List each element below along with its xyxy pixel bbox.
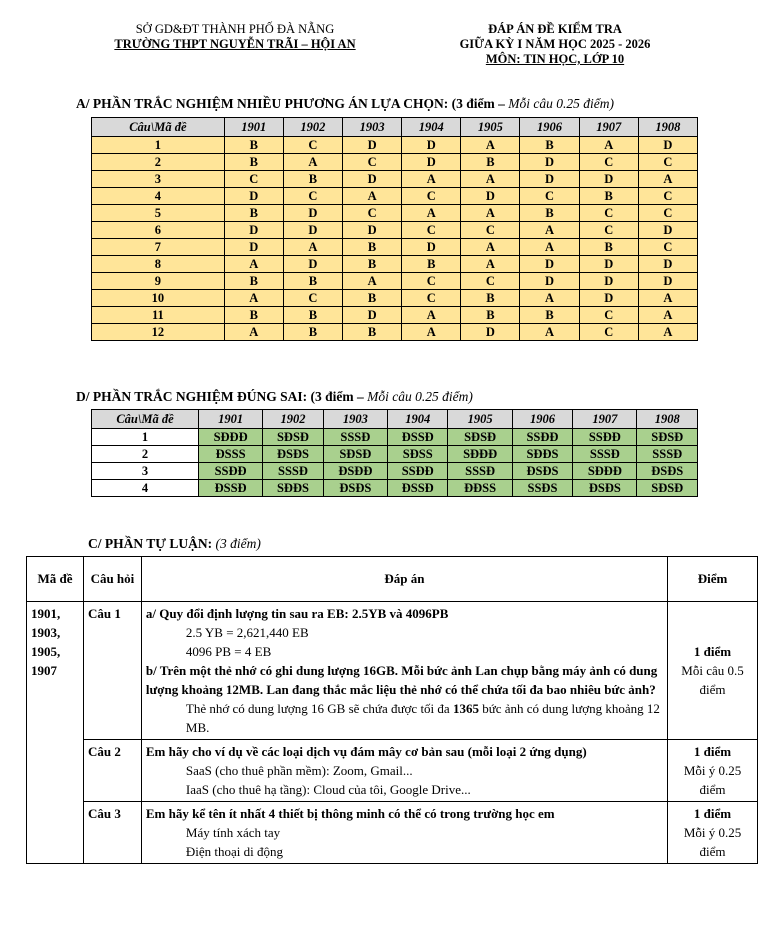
- answer-key-cell: B: [224, 205, 283, 222]
- answer-key-cell: D: [638, 137, 697, 154]
- answer-key-cell: B: [461, 290, 520, 307]
- answer-key-cell: A: [283, 239, 342, 256]
- answer-key-cell: D: [224, 239, 283, 256]
- answer-key-cell: D: [402, 239, 461, 256]
- col-code-header: Mã đề: [27, 557, 84, 602]
- answer-key-cell: A: [638, 307, 697, 324]
- answer-key-cell: D: [343, 307, 402, 324]
- answer-key-cell: D: [579, 171, 638, 188]
- answer-key-cell: D: [283, 205, 342, 222]
- exam-code-header: 1907: [573, 410, 637, 429]
- school-name: TRƯỜNG THPT NGUYỄN TRÃI – HỘI AN: [114, 37, 356, 51]
- answer-key-cell: B: [520, 307, 579, 324]
- multiple-choice-answer-table: [91, 117, 698, 341]
- answer-key-cell: C: [343, 205, 402, 222]
- answer-key-cell: D: [520, 256, 579, 273]
- answer-key-cell: D: [283, 222, 342, 239]
- answer-key-cell: C: [402, 290, 461, 307]
- answer-key-cell: A: [461, 137, 520, 154]
- answer-key-cell: SSĐĐ: [573, 429, 637, 446]
- answer-text: [146, 699, 663, 737]
- answer-key-cell: A: [402, 307, 461, 324]
- points-cell: [668, 602, 758, 740]
- answer-key-cell: SĐSĐ: [637, 480, 698, 497]
- department-name: SỞ GD&ĐT THÀNH PHỐ ĐÀ NẴNG: [135, 22, 335, 36]
- answer-key-cell: D: [579, 290, 638, 307]
- answer-key-cell: C: [520, 188, 579, 205]
- answer-key-cell: D: [461, 324, 520, 341]
- answer-key-cell: A: [283, 154, 342, 171]
- answer-key-cell: C: [579, 154, 638, 171]
- answer-key-cell: C: [579, 205, 638, 222]
- answer-key-cell: A: [638, 171, 697, 188]
- question-number-cell: 6: [92, 222, 225, 239]
- question-number-cell: 1: [92, 137, 225, 154]
- answer-key-cell: B: [461, 154, 520, 171]
- table-row: [92, 429, 698, 446]
- exam-code-header: 1908: [637, 410, 698, 429]
- answer-key-cell: B: [343, 256, 402, 273]
- section-d-note: Mỗi câu 0.25 điểm): [367, 389, 473, 404]
- table-row: [92, 463, 698, 480]
- answer-key-cell: ĐĐSS: [448, 480, 512, 497]
- exam-code-header: 1901: [224, 118, 283, 137]
- question-number-cell: 2: [92, 154, 225, 171]
- question-number-cell: 4: [92, 480, 199, 497]
- section-a-note: Mỗi câu 0.25 điểm): [508, 96, 614, 111]
- answer-cell: [141, 802, 667, 864]
- table-row: [92, 205, 698, 222]
- exam-term: GIỮA KỲ I NĂM HỌC 2025 - 2026: [459, 37, 651, 51]
- answer-key-cell: C: [224, 171, 283, 188]
- answer-key-cell: B: [224, 273, 283, 290]
- answer-key-cell: C: [402, 273, 461, 290]
- question-number-cell: 11: [92, 307, 225, 324]
- answer-key-cell: SĐSS: [387, 446, 447, 463]
- question-number-cell: 1: [92, 429, 199, 446]
- answer-key-cell: SĐSĐ: [323, 446, 387, 463]
- question-prompt: Em hãy cho ví dụ về các loại dịch vụ đám mây cơ bản sau (mỗi loại 2 ứng dụng): [145, 744, 587, 759]
- answer-key-cell: SSSĐ: [637, 446, 698, 463]
- table-row: [92, 188, 698, 205]
- answer-key-cell: A: [461, 171, 520, 188]
- exam-code-header: 1906: [512, 410, 572, 429]
- answer-key-cell: C: [579, 324, 638, 341]
- answer-key-cell: D: [638, 256, 697, 273]
- exam-code-header: 1905: [448, 410, 512, 429]
- answer-cell: [141, 602, 667, 740]
- section-a-title: A/ PHẦN TRẮC NGHIỆM NHIỀU PHƯƠNG ÁN LỰA CHỌN:: [76, 96, 449, 111]
- school-header: [70, 22, 400, 52]
- answer-key-cell: B: [224, 307, 283, 324]
- table-row: [92, 222, 698, 239]
- answer-key-cell: A: [461, 239, 520, 256]
- question-label: Câu 1: [83, 602, 141, 740]
- exam-title: ĐÁP ÁN ĐỀ KIỂM TRA: [488, 22, 622, 36]
- answer-key-cell: C: [638, 205, 697, 222]
- answer-key-cell: B: [579, 188, 638, 205]
- answer-key-cell: C: [579, 222, 638, 239]
- question-number-cell: 8: [92, 256, 225, 273]
- answer-key-cell: A: [638, 290, 697, 307]
- corner-header-cell: Câu\Mã đề: [92, 410, 199, 429]
- answer-key-cell: SĐĐS: [512, 446, 572, 463]
- answer-key-cell: SSĐĐ: [512, 429, 572, 446]
- answer-key-cell: D: [579, 273, 638, 290]
- answer-key-cell: C: [283, 137, 342, 154]
- answer-text: IaaS (cho thuê hạ tầng): Cloud của tôi, Google Drive...: [185, 782, 471, 797]
- answer-key-cell: B: [579, 239, 638, 256]
- answer-key-cell: D: [343, 222, 402, 239]
- answer-key-cell: A: [520, 222, 579, 239]
- table-header-row: [27, 557, 758, 602]
- essay-row-q2: [27, 740, 758, 802]
- answer-key-cell: SSĐĐ: [387, 463, 447, 480]
- answer-key-cell: A: [638, 324, 697, 341]
- points-value: 1 điểm: [693, 644, 732, 659]
- answer-key-cell: D: [343, 171, 402, 188]
- answer-key-cell: B: [343, 324, 402, 341]
- points-note: Mỗi ý 0.25 điểm: [683, 825, 742, 859]
- answer-text: SaaS (cho thuê phần mềm): Zoom, Gmail...: [185, 763, 413, 778]
- answer-key-cell: C: [283, 188, 342, 205]
- answer-key-cell: D: [461, 188, 520, 205]
- question-label: Câu 2: [83, 740, 141, 802]
- answer-key-cell: C: [461, 222, 520, 239]
- answer-key-cell: B: [520, 137, 579, 154]
- answer-text-part: bức ảnh có dung lượng khoảng 12 MB.: [185, 701, 660, 735]
- table-row: [92, 480, 698, 497]
- essay-code: 1903,: [31, 625, 61, 640]
- section-d-title: D/ PHẦN TRẮC NGHIỆM ĐÚNG SAI:: [76, 389, 308, 404]
- essay-answer-table: [26, 556, 758, 864]
- question-number-cell: 10: [92, 290, 225, 307]
- answer-key-cell: ĐSSĐ: [198, 480, 262, 497]
- essay-code: 1907: [31, 663, 57, 678]
- answer-key-cell: SĐĐS: [263, 480, 323, 497]
- answer-key-cell: A: [402, 205, 461, 222]
- table-row: [92, 273, 698, 290]
- answer-key-cell: A: [224, 324, 283, 341]
- question-number-cell: 2: [92, 446, 199, 463]
- answer-key-cell: SSSĐ: [323, 429, 387, 446]
- question-prompt: Em hãy kể tên ít nhất 4 thiết bị thông minh có thể có trong trường học em: [145, 806, 555, 821]
- answer-key-cell: C: [402, 188, 461, 205]
- answer-key-cell: B: [283, 324, 342, 341]
- exam-code-header: 1903: [343, 118, 402, 137]
- answer-key-cell: C: [579, 307, 638, 324]
- true-false-answer-table: [91, 409, 698, 497]
- exam-code-header: 1901: [198, 410, 262, 429]
- answer-key-cell: D: [579, 256, 638, 273]
- section-d-score: (3 điểm –: [310, 389, 364, 404]
- answer-key-cell: SĐSĐ: [263, 429, 323, 446]
- answer-key-cell: SĐĐĐ: [448, 446, 512, 463]
- answer-key-cell: A: [224, 256, 283, 273]
- exam-header: [420, 22, 690, 67]
- answer-key-cell: SĐĐĐ: [573, 463, 637, 480]
- question-number-cell: 12: [92, 324, 225, 341]
- answer-key-cell: C: [402, 222, 461, 239]
- answer-key-cell: ĐSĐS: [263, 446, 323, 463]
- answer-key-cell: D: [520, 171, 579, 188]
- answer-key-cell: D: [343, 137, 402, 154]
- answer-key-cell: ĐSĐS: [637, 463, 698, 480]
- table-row: [92, 307, 698, 324]
- answer-key-cell: B: [224, 137, 283, 154]
- answer-key-cell: D: [402, 154, 461, 171]
- answer-key-cell: D: [402, 137, 461, 154]
- col-points-header: Điểm: [668, 557, 758, 602]
- table-row: [92, 446, 698, 463]
- answer-key-cell: SĐSĐ: [448, 429, 512, 446]
- answer-key-cell: B: [283, 273, 342, 290]
- answer-key-cell: B: [343, 290, 402, 307]
- section-c-score: (3 điểm): [215, 536, 261, 551]
- answer-key-cell: C: [638, 154, 697, 171]
- answer-key-cell: D: [638, 222, 697, 239]
- table-row: [92, 324, 698, 341]
- answer-number: 1365: [452, 701, 479, 716]
- answer-key-cell: SSSĐ: [263, 463, 323, 480]
- section-c-heading: [88, 536, 261, 552]
- answer-key-cell: D: [224, 188, 283, 205]
- exam-code-header: 1902: [263, 410, 323, 429]
- answer-key-cell: B: [461, 307, 520, 324]
- answer-key-cell: D: [638, 273, 697, 290]
- answer-key-cell: B: [402, 256, 461, 273]
- exam-code-header: 1905: [461, 118, 520, 137]
- answer-key-cell: ĐSĐS: [323, 480, 387, 497]
- essay-row-q3: [27, 802, 758, 864]
- question-number-cell: 9: [92, 273, 225, 290]
- question-prompt: a/ Quy đổi định lượng tin sau ra EB: 2.5YB và 4096PB: [145, 606, 449, 621]
- col-question-header: Câu hỏi: [83, 557, 141, 602]
- answer-text: Máy tính xách tay: [185, 825, 281, 840]
- answer-key-cell: C: [343, 154, 402, 171]
- answer-key-cell: B: [283, 171, 342, 188]
- exam-code-header: 1902: [283, 118, 342, 137]
- essay-row-q1: [27, 602, 758, 740]
- points-note: Mỗi câu 0.5 điểm: [681, 663, 744, 697]
- points-cell: [668, 740, 758, 802]
- question-number-cell: 5: [92, 205, 225, 222]
- answer-text: Điện thoại di động: [185, 844, 284, 859]
- answer-text: 4096 PB = 4 EB: [185, 644, 272, 659]
- question-prompt: b/ Trên một thẻ nhớ có ghi dung lượng 16GB. Mỗi bức ảnh Lan chụp bằng máy ảnh có dung lượng khoảng 12MB. Lan đang thắc mắc liệu thẻ nhớ có thể chứa tối đa bao nhiêu bức ảnh?: [145, 663, 658, 697]
- answer-key-cell: SSSĐ: [448, 463, 512, 480]
- answer-key-cell: A: [461, 205, 520, 222]
- answer-text: 2.5 YB = 2,621,440 EB: [185, 625, 309, 640]
- answer-key-cell: D: [283, 256, 342, 273]
- section-a-heading: [76, 96, 614, 112]
- answer-key-cell: SSĐĐ: [198, 463, 262, 480]
- answer-key-cell: ĐSSS: [198, 446, 262, 463]
- answer-key-cell: ĐSĐS: [512, 463, 572, 480]
- question-number-cell: 3: [92, 171, 225, 188]
- answer-key-cell: A: [520, 324, 579, 341]
- table-row: [92, 239, 698, 256]
- answer-key-cell: A: [402, 171, 461, 188]
- question-label: Câu 3: [83, 802, 141, 864]
- answer-key-cell: B: [224, 154, 283, 171]
- points-value: 1 điểm: [693, 744, 732, 759]
- answer-key-cell: ĐSSĐ: [387, 429, 447, 446]
- question-number-cell: 7: [92, 239, 225, 256]
- answer-key-cell: ĐSĐĐ: [323, 463, 387, 480]
- table-row: [92, 137, 698, 154]
- essay-codes-cell: [27, 602, 84, 864]
- answer-key-cell: SĐSĐ: [637, 429, 698, 446]
- answer-cell: [141, 740, 667, 802]
- exam-code-header: 1903: [323, 410, 387, 429]
- essay-code: 1905,: [31, 644, 61, 659]
- answer-key-cell: A: [461, 256, 520, 273]
- section-c-title: C/ PHẦN TỰ LUẬN:: [88, 536, 213, 551]
- answer-key-cell: A: [343, 188, 402, 205]
- exam-subject: MÔN: TIN HỌC, LỚP 10: [485, 52, 625, 66]
- col-answer-header: Đáp án: [141, 557, 667, 602]
- answer-key-cell: B: [343, 239, 402, 256]
- points-value: 1 điểm: [693, 806, 732, 821]
- exam-code-header: 1908: [638, 118, 697, 137]
- answer-text-part: Thẻ nhớ có dung lượng 16 GB sẽ chứa được tối đa: [185, 701, 453, 716]
- answer-key-cell: SSSĐ: [573, 446, 637, 463]
- answer-key-cell: A: [520, 239, 579, 256]
- answer-key-cell: D: [520, 273, 579, 290]
- answer-key-cell: C: [461, 273, 520, 290]
- points-cell: [668, 802, 758, 864]
- answer-key-cell: C: [638, 188, 697, 205]
- answer-key-cell: A: [224, 290, 283, 307]
- section-d-heading: [76, 389, 473, 405]
- section-a-score: (3 điểm –: [451, 96, 505, 111]
- table-row: [92, 171, 698, 188]
- answer-key-cell: SĐĐĐ: [198, 429, 262, 446]
- answer-key-cell: B: [283, 307, 342, 324]
- table-row: [92, 290, 698, 307]
- essay-code: 1901,: [31, 606, 61, 621]
- exam-code-header: 1904: [402, 118, 461, 137]
- table-row: [92, 256, 698, 273]
- table-row: [92, 154, 698, 171]
- answer-key-cell: C: [638, 239, 697, 256]
- answer-key-cell: ĐSSĐ: [387, 480, 447, 497]
- table-header-row: [92, 118, 698, 137]
- answer-key-cell: A: [402, 324, 461, 341]
- exam-code-header: 1907: [579, 118, 638, 137]
- corner-header-cell: Câu\Mã đề: [92, 118, 225, 137]
- exam-code-header: 1904: [387, 410, 447, 429]
- table-header-row: [92, 410, 698, 429]
- question-number-cell: 4: [92, 188, 225, 205]
- answer-key-cell: B: [520, 205, 579, 222]
- answer-key-cell: A: [343, 273, 402, 290]
- answer-key-cell: D: [224, 222, 283, 239]
- answer-key-cell: A: [579, 137, 638, 154]
- question-number-cell: 3: [92, 463, 199, 480]
- answer-key-cell: SSĐS: [512, 480, 572, 497]
- answer-key-cell: C: [283, 290, 342, 307]
- answer-key-cell: A: [520, 290, 579, 307]
- answer-key-cell: ĐSĐS: [573, 480, 637, 497]
- exam-code-header: 1906: [520, 118, 579, 137]
- points-note: Mỗi ý 0.25 điểm: [683, 763, 742, 797]
- answer-key-cell: D: [520, 154, 579, 171]
